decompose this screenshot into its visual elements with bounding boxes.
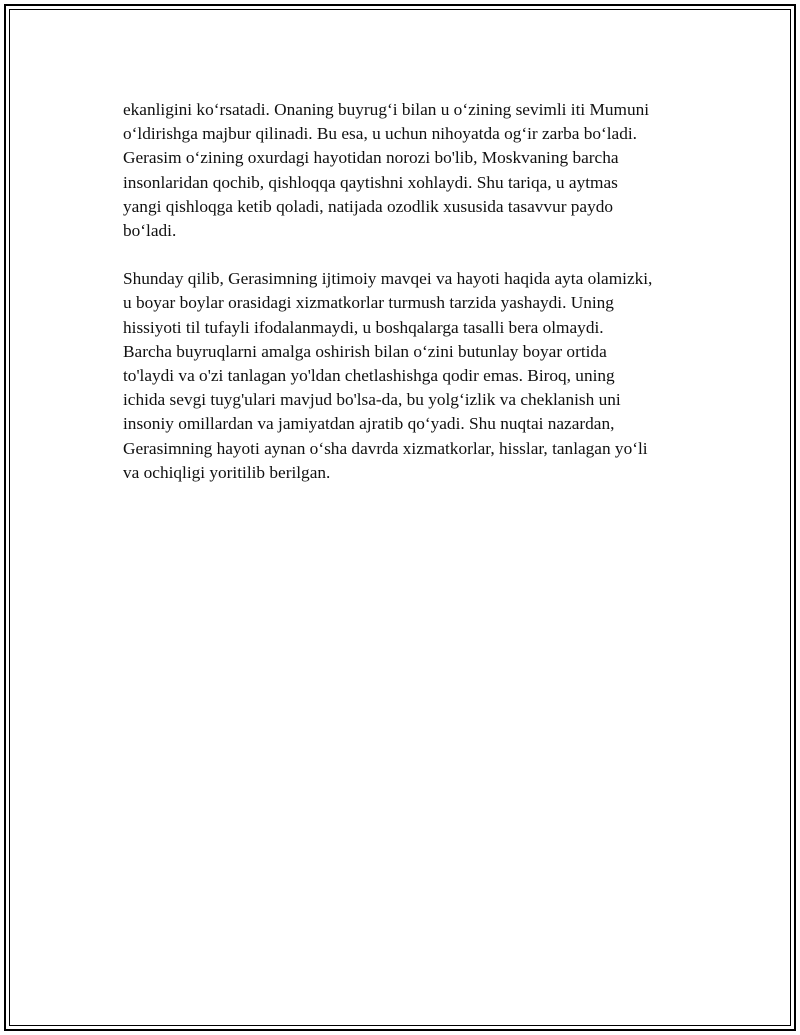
text-line: ekanligini ko‘rsatadi. Onaning buyrug‘i bilan u o‘zining sevimli iti Mumuni: [123, 100, 650, 119]
text-line: ichida sevgi tuyg'ulari mavjud bo'lsa-da, bu yolg‘izlik va cheklanish uni: [123, 390, 621, 410]
text-line: to'laydi va o'zi tanlagan yo'ldan chetlashishga qodir emas. Biroq, uning: [123, 366, 615, 386]
text-line: Gerasimning hayoti aynan o‘sha davrda xizmatkorlar, hisslar, tanlagan yo‘li: [123, 438, 648, 458]
text-line: yangi qishloqga ketib qoladi, natijada ozodlik xususida tasavvur paydo: [123, 196, 614, 216]
page-frame: [4, 4, 796, 1031]
text-line: insonlaridan qochib, qishloqqa qaytishni xohlaydi. Shu tariqa, u aytmas: [123, 172, 618, 192]
paragraph-1: [123, 98, 713, 243]
text-line: Barcha buyruqlarni amalga oshirish bilan o‘zini butunlay boyar ortida: [123, 341, 607, 361]
text-line: o‘ldirishga majbur qilinadi. Bu esa, u uchun nihoyatda og‘ir zarba bo‘ladi.: [123, 124, 637, 144]
text-line: hissiyoti til tufayli ifodalanmaydi, u boshqalarga tasalli bera olmaydi.: [123, 317, 604, 337]
document-text: [123, 98, 713, 509]
text-line: Gerasim o‘zining oxurdagi hayotidan norozi bo'lib, Moskvaning barcha: [123, 148, 619, 168]
text-line: Shunday qilib, Gerasimning ijtimoiy mavqei va hayoti haqida ayta olamizki,: [123, 269, 653, 289]
paragraph-2: [123, 267, 713, 485]
text-line: u boyar boylar orasidagi xizmatkorlar turmush tarzida yashaydi. Uning: [123, 293, 614, 313]
text-line: va ochiqligi yoritilib berilgan.: [123, 462, 331, 482]
text-line: bo‘ladi.: [123, 221, 177, 241]
text-line: insoniy omillardan va jamiyatdan ajratib qo‘yadi. Shu nuqtai nazardan,: [123, 414, 615, 434]
